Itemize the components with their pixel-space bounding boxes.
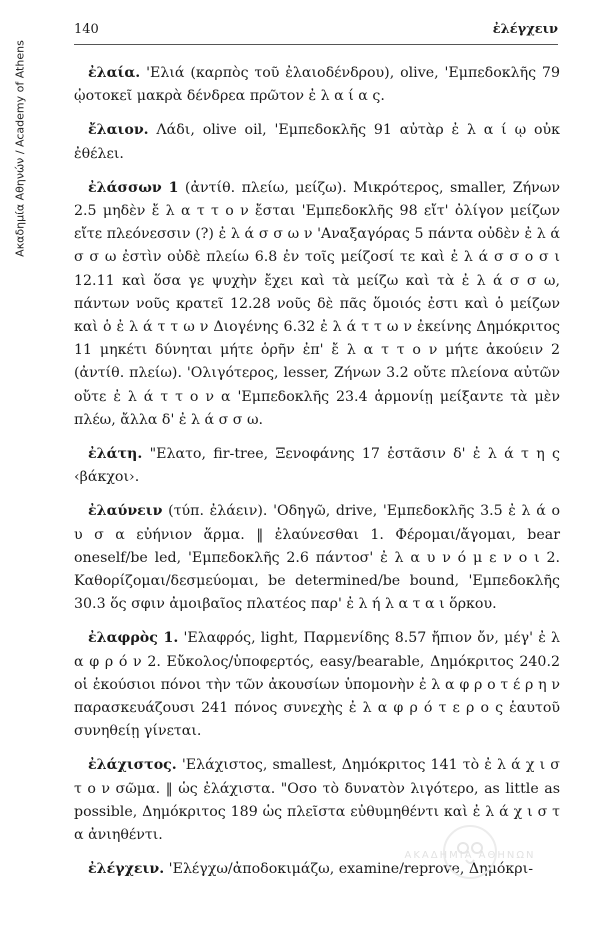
- entry-elate: [74, 443, 560, 489]
- page-number: 140: [74, 22, 99, 37]
- entry-elaia: [74, 62, 560, 108]
- library-stamp-text: Ακαδημία Αθηνών / Academy of Athens: [13, 40, 27, 257]
- headword: ἐλάσσων 1: [88, 179, 179, 196]
- entry-text: 'Ελάχιστος, smallest, Δημόκριτος 141 τὸ ἐ λ ά χ ι σ τ ο ν σῶμα. ‖ ὡς ἐλάχιστα. "Οσο τὸ δυνατὸν λιγότερο, as little as possible, Δημόκριτος 189 ὡς πλεῖστα εὐθυμηθέντι καὶ ἐ λ ά χ ι σ τ α ἀνιηθέντι.: [74, 757, 560, 844]
- entry-text: 'Ελέγχω/ἀποδοκιμάζω, examine/reprove, Δημόκρι-: [164, 861, 533, 878]
- headword: ἔλαιον.: [88, 122, 149, 139]
- headword: ἐλάχιστος.: [88, 757, 177, 774]
- entry-text: (ἀντίθ. πλείω, μείζω). Μικρότερος, smaller, Ζήνων 2.5 μηδὲν ἔ λ α τ τ ο ν ἔσται 'Εμπεδοκλῆς 98 εἴτ' ὀλίγον μείζων εἴτε πλεόνεσσιν (?) ἐ λ ά σ σ ω ν 'Αναξαγόρας 5 πάντα οὐδὲν ἐ λ ά σ σ ω ἐστὶν οὐδὲ πλείω 6.8 ἐν τοῖς μείζοσί τε καὶ ἐ λ ά σ σ ο σ ι 12.11 καὶ ὅσα γε ψυχὴν ἔχει καὶ τὰ μείζω καὶ τὰ ἐ λ ά σ σ ω, πάντων νοῦς κρατεῖ 12.28 νοῦς δὲ πᾶς ὅμοιός ἐστι καὶ ὁ μείζων καὶ ὁ ἐ λ ά τ τ ω ν Διογένης 6.32 ἐ λ ά τ τ ω ν ἐκείνης Δημόκριτος 11 μηκέτι δύνηται μήτε ὁρῆν ἐπ' ἔ λ α τ τ ο ν μήτε ἀκούειν 2 (ἀντίθ. πλείω). 'Ολιγότερος, lesser, Ζήνων 3.2 οὔτε πλείονα αὐτῶν οὔτε ἐ λ ά τ τ ο ν α 'Εμπεδοκλῆς 23.4 ἁρμονίῃ μείξαντε τὰ μὲν πλέω, ἄλλα δ' ἐ λ ά σ σ ω.: [74, 179, 560, 428]
- entry-elaunein: [74, 500, 560, 616]
- headword: ἐλαύνειν: [88, 503, 163, 520]
- entry-text: 'Ελαφρός, light, Παρμενίδης 8.57 ἤπιον ὄν, μέγ' ἐ λ α φ ρ ό ν 2. Εὔκολος/ὑποφερτός, easy/bearable, Δημόκριτος 240.2 οἱ ἑκούσιοι πόνοι τὴν τῶν ἀκουσίων ὑπομονὴν ἐ λ α φ ρ ο τ έ ρ η ν παρασκευάζουσι 241 πόνος συνεχὴς ἐ λ α φ ρ ό τ ε ρ ο ς ἑαυτοῦ συνηθείῃ γίνεται.: [74, 630, 560, 740]
- watermark-text: ΑΚΑΔΗΜΙΑ ΑΘΗΝΩΝ: [404, 850, 536, 861]
- entry-text: 'Ελιά (καρπὸς τοῦ ἐλαιοδένδρου), olive, 'Εμπεδοκλῆς 79 ᾠοτοκεῖ μακρὰ δένδρεα πρῶτον ἐ λ α ί α ς.: [74, 65, 560, 105]
- headword: ἐλαία.: [88, 65, 141, 81]
- entry-text: "Ελατο, fir-tree, Ξενοφάνης 17 ἑστᾶσιν δ' ἐ λ ά τ η ς ‹βάκχοι›.: [74, 446, 560, 486]
- headword: ἐλαφρὸς 1.: [88, 630, 179, 647]
- running-head: ἐλέγχειν: [492, 22, 558, 37]
- entry-text: (τύπ. ἐλάειν). 'Οδηγῶ, drive, 'Εμπεδοκλῆς 3.5 ἐ λ ά ο υ σ α εὐήνιον ἅρμα. ‖ ἐλαύνεσθαι 1. Φέρομαι/ἄγομαι, bear oneself/be led, 'Εμπεδοκλῆς 2.6 πάντοσ' ἐ λ α υ ν ό μ ε ν ο ι 2. Καθορίζομαι/δεσμεύομαι, be determined/be bound, 'Εμπεδοκλῆς 30.3 ὅς σφιν ἀμοιβαῖος πλατέος παρ' ἐ λ ή λ α τ α ι ὅρκου.: [74, 503, 560, 613]
- headword: ἐλέγχειν.: [88, 861, 165, 878]
- page-header: [74, 22, 558, 45]
- entry-elasson: [74, 177, 560, 432]
- library-stamp: [2, 30, 38, 290]
- entry-elaion: [74, 119, 560, 165]
- entry-text: Λάδι, olive oil, 'Εμπεδοκλῆς 91 αὐτὰρ ἐ λ α ί ῳ οὐκ ἐθέλει.: [74, 122, 560, 162]
- entry-elaphros: [74, 627, 560, 743]
- dictionary-body: [74, 62, 560, 893]
- academy-watermark: [370, 820, 570, 890]
- headword: ἐλάτη.: [88, 446, 143, 463]
